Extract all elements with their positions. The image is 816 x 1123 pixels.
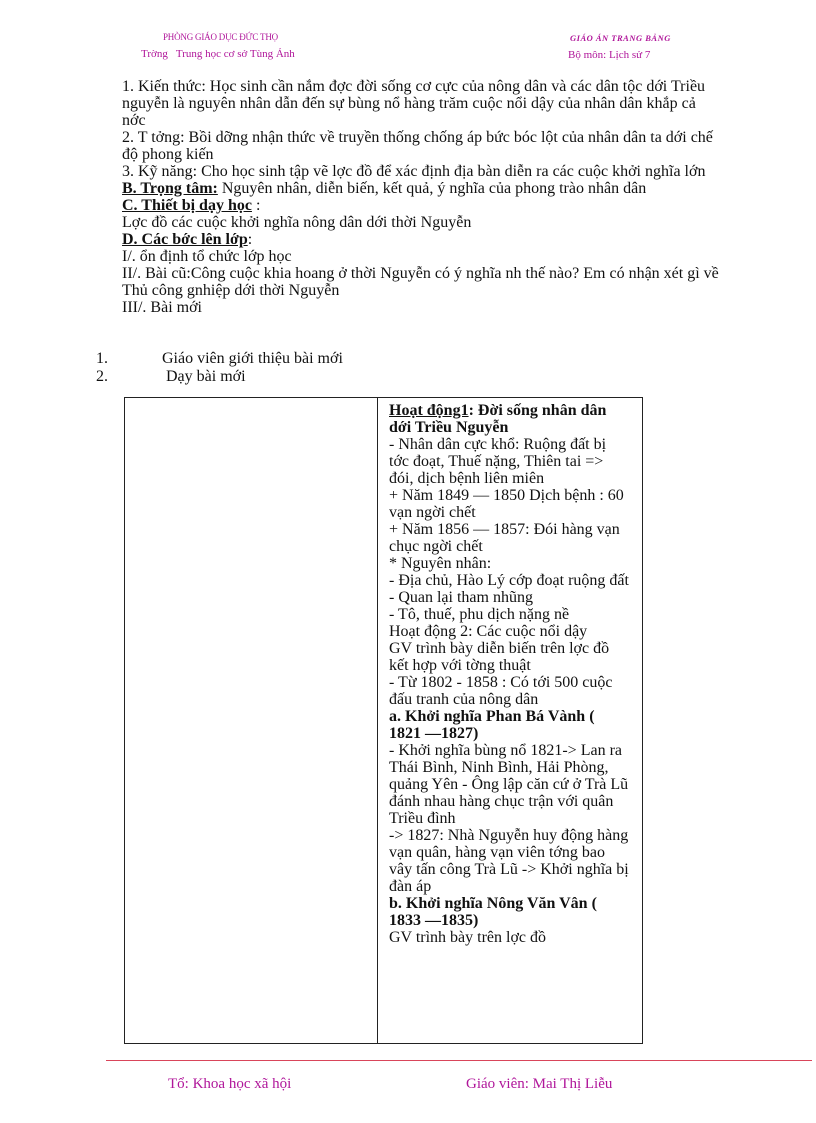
section-c-heading: C. Thiết bị dạy học [122,197,252,214]
step-i: I/. ổn định tổ chức lớp học [122,248,292,265]
uprising-a-heading: a. Khởi nghĩa Phan Bá Vành ( 1821 —1827) [389,708,595,742]
list-text: Dạy bài mới [166,368,246,385]
cell-line: - Quan lại tham nhũng [389,589,533,606]
activity-1-label: Hoạt động1 [389,402,469,419]
cell-line: - Từ 1802 - 1858 : Có tới 500 cuộc đấu tranh của nông dân [389,674,613,708]
step-ii: II/. Bài cũ:Công cuộc khia hoang ở thời Nguyễn có ý nghĩa nh thế nào? Em có nhận xét gì về Thủ công gnhiệp dới thời Nguyễn [122,265,719,299]
section-d-colon: : [247,231,253,248]
school-label: Trờng [141,48,168,60]
list-number: 2. [96,368,108,385]
cell-line: - Địa chủ, Hào Lý cớp đoạt ruộng đất [389,572,629,589]
step-iii: III/. Bài mới [122,299,202,316]
objective-skills: 3. Kỹ năng: Cho học sinh tập vẽ lợc đồ để xác định địa bàn diễn ra các cuộc khởi nghĩa lớn [122,163,706,180]
section-d-heading: D. Các bớc lên lớp [122,231,248,248]
section-b [122,180,722,197]
list-text: Giáo viên giới thiệu bài mới [162,350,343,367]
school-name: Trung học cơ sở Tùng Ảnh [175,48,295,60]
activity-cell [389,402,629,946]
section-b-heading: B. Trọng tâm: [122,180,218,197]
cell-line: -> 1827: Nhà Nguyễn huy động hàng vạn quân, hàng vạn viên tớng bao vây tấn công Trà Lũ -> Khởi nghĩa bị đàn áp [389,827,629,895]
activity-1-heading [389,402,629,436]
objective-attitude: 2. T tởng: Bồi dỡng nhận thức về truyền thống chống áp bức bóc lột của nhân dân ta dới chế độ phong kiến [122,129,713,163]
lesson-plan-title: GIÁO ÁN TRANG BẢNG [570,33,671,43]
cell-line: - Nhân dân cực khổ: Ruộng đất bị tớc đoạt, Thuế nặng, Thiên tai => đói, dịch bệnh liên miên [389,436,607,487]
list-item [96,350,343,367]
footer-teacher: Giáo viên: Mai Thị Liễu [466,1076,613,1092]
lesson-table [124,397,643,1044]
objective-knowledge: 1. Kiến thức: Học sinh cần nắm đợc đời sống cơ cực của nông dân và các dân tộc dới Triều nguyễn là nguyên nhân dẫn đến sự bùng nổ hàng trăm cuộc nổi dậy của nhân dân khắp cả nớc [122,78,706,129]
subject-label: Bộ môn: Lịch sử 7 [568,49,651,61]
footer-group: Tổ: Khoa học xã hội [168,1076,292,1092]
section-d [122,231,722,248]
section-b-text: Nguyên nhân, diễn biến, kết quả, ý nghĩa của phong trào nhân dân [217,180,647,197]
cell-line: + Năm 1849 — 1850 Dịch bệnh : 60 vạn ngời chết [389,487,624,521]
cell-line: + Năm 1856 — 1857: Đói hàng vạn chục ngời chết [389,521,620,555]
cell-line: GV trình bày trên lợc đồ [389,929,547,946]
list-item [96,368,246,385]
department-name: PHÒNG GIÁO DỤC ĐỨC THỌ [163,32,278,42]
section-c-colon: : [251,197,261,214]
school-line [141,48,295,60]
section-c-text: Lợc đồ các cuộc khởi nghĩa nông dân dới thời Nguyễn [122,214,472,231]
activity-2-heading: Hoạt động 2: Các cuộc nổi dậy [389,623,588,640]
cell-line: - Tô, thuế, phu dịch nặng nề [389,606,570,623]
footer-divider [106,1060,812,1061]
lesson-body [122,78,722,316]
section-c [122,197,722,214]
cell-line: - Khởi nghĩa bùng nổ 1821-> Lan ra Thái Bình, Ninh Bình, Hải Phòng, quảng Yên - Ông lập căn cứ ở Trà Lũ đánh nhau hàng chục trận với quân Triều đình [389,742,629,827]
list-number: 1. [96,350,108,367]
cell-line: GV trình bày diễn biến trên lợc đồ kết hợp với tờng thuật [389,640,610,674]
cell-line: * Nguyên nhân: [389,555,492,572]
table-column-divider [377,398,378,1043]
activity-1-title: : Đời sống nhân dân dới Triều Nguyễn [389,402,607,436]
uprising-b-heading: b. Khởi nghĩa Nông Văn Vân ( 1833 —1835) [389,895,597,929]
